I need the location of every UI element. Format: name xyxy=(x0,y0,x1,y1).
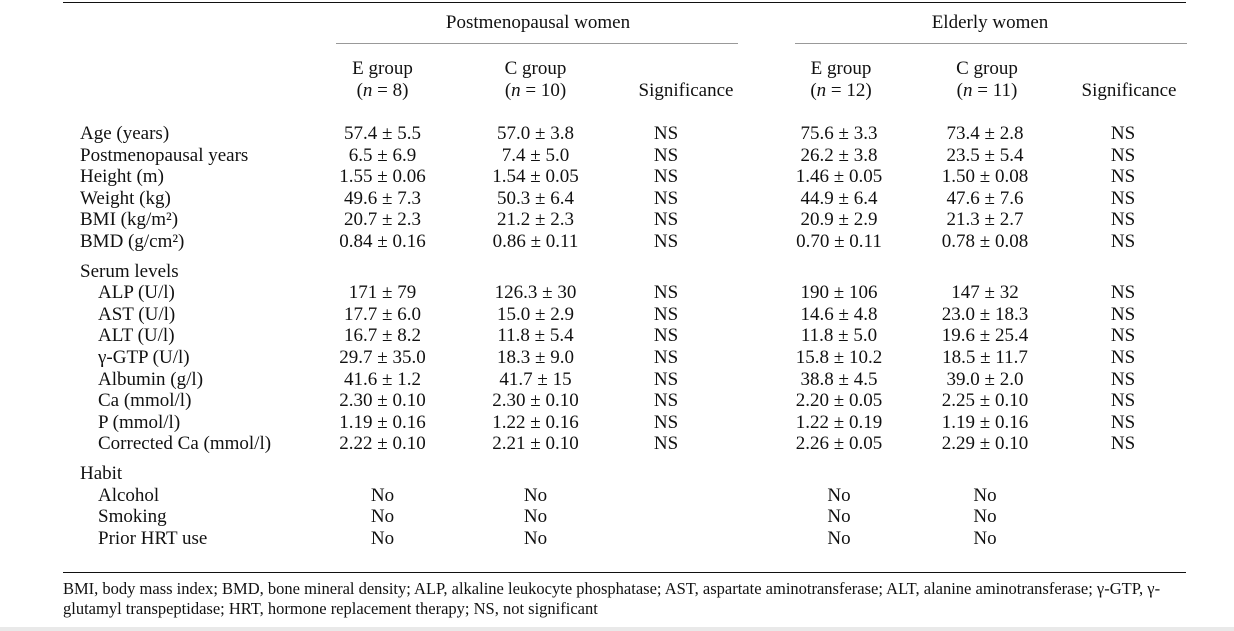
table-row xyxy=(80,209,1190,231)
row-label: Alcohol xyxy=(98,484,160,506)
cell-el-e: No xyxy=(827,484,851,506)
cell-pm-e: 20.7 ± 2.3 xyxy=(344,209,421,231)
cell-pm-e: 2.30 ± 0.10 xyxy=(339,390,426,412)
cell-el-e: No xyxy=(827,506,851,528)
cell-el-e: 14.6 ± 4.8 xyxy=(800,303,878,325)
cell-el-sig: NS xyxy=(1110,411,1136,433)
cell-pm-e: 29.7 ± 35.0 xyxy=(339,346,426,368)
cell-el-c: 2.29 ± 0.10 xyxy=(941,433,1029,455)
cell-pm-e: 171 ± 79 xyxy=(348,282,417,304)
col-header-el-e xyxy=(766,58,916,102)
cell-el-sig: NS xyxy=(1110,230,1136,252)
table-row xyxy=(80,412,1190,434)
cell-el-c: 23.0 ± 18.3 xyxy=(941,303,1029,325)
cell-el-e: 2.26 ± 0.05 xyxy=(795,433,883,455)
row-label: BMI (kg/m²) xyxy=(80,209,179,231)
cell-el-c: 47.6 ± 7.6 xyxy=(946,187,1024,209)
cell-el-c: 2.25 ± 0.10 xyxy=(941,390,1029,412)
cell-pm-e: 1.19 ± 0.16 xyxy=(339,411,426,433)
table-top-rule xyxy=(63,2,1186,3)
table-row xyxy=(80,166,1190,188)
cell-el-sig: NS xyxy=(1110,303,1136,325)
section-label-habit: Habit xyxy=(80,462,123,484)
cell-pm-c: 41.7 ± 15 xyxy=(499,368,572,390)
cell-el-c: 23.5 ± 5.4 xyxy=(946,144,1024,166)
cell-el-c: 1.19 ± 0.16 xyxy=(941,411,1029,433)
cell-pm-sig: NS xyxy=(653,209,679,231)
col-header-el-significance: Significance xyxy=(1081,80,1177,101)
cell-pm-e: No xyxy=(370,484,395,506)
table-row xyxy=(80,304,1190,326)
col-header-pm-c-name: C group xyxy=(504,58,567,79)
cell-pm-sig: NS xyxy=(653,230,679,252)
cell-pm-c: 57.0 ± 3.8 xyxy=(497,123,574,144)
cell-pm-sig: NS xyxy=(653,390,679,412)
cell-el-sig: NS xyxy=(1110,123,1136,144)
cell-el-sig: NS xyxy=(1110,325,1136,347)
cell-el-sig: NS xyxy=(1110,166,1136,188)
col-header-pm-c-n: (n = 10) xyxy=(504,80,567,101)
cell-pm-sig: NS xyxy=(653,123,679,144)
cell-pm-c: 15.0 ± 2.9 xyxy=(497,303,574,325)
cell-el-e: 38.8 ± 4.5 xyxy=(800,368,878,390)
cell-el-c: 18.5 ± 11.7 xyxy=(942,346,1028,368)
cell-el-sig: NS xyxy=(1110,209,1136,231)
cell-pm-e: 16.7 ± 8.2 xyxy=(344,325,421,347)
cell-el-c: 147 ± 32 xyxy=(951,282,1019,304)
table-row xyxy=(80,282,1190,304)
cell-pm-c: No xyxy=(523,506,548,528)
cell-el-e: 1.22 ± 0.19 xyxy=(795,411,883,433)
cell-pm-e: No xyxy=(370,527,395,549)
cell-pm-c: 2.21 ± 0.10 xyxy=(492,433,579,455)
table-bottom-rule xyxy=(63,572,1186,573)
row-label: BMD (g/cm²) xyxy=(80,230,185,252)
cell-el-e: 190 ± 106 xyxy=(800,282,878,304)
row-label: Ca (mmol/l) xyxy=(98,390,192,412)
cell-pm-e: No xyxy=(370,506,395,528)
cell-el-c: 73.4 ± 2.8 xyxy=(946,123,1024,144)
row-label: Postmenopausal years xyxy=(80,144,249,166)
section-label-serum: Serum levels xyxy=(80,260,179,282)
data-table xyxy=(80,123,1190,549)
row-label: Weight (kg) xyxy=(80,187,171,209)
cell-el-e: 75.6 ± 3.3 xyxy=(800,123,878,144)
row-label: Smoking xyxy=(98,506,167,528)
cell-pm-c: 126.3 ± 30 xyxy=(494,282,577,304)
col-header-el-c-name: C group xyxy=(956,58,1018,79)
row-label: ALT (U/l) xyxy=(98,325,175,347)
cell-el-sig: NS xyxy=(1110,144,1136,166)
col-header-pm-significance: Significance xyxy=(638,80,734,101)
cell-pm-e: 17.7 ± 6.0 xyxy=(344,303,421,325)
cell-el-sig: NS xyxy=(1110,390,1136,412)
cell-pm-sig: NS xyxy=(653,187,679,209)
cell-pm-c: 50.3 ± 6.4 xyxy=(497,187,574,209)
cell-pm-sig: NS xyxy=(653,303,679,325)
cell-el-e: No xyxy=(827,527,851,549)
group-title-elderly: Elderly women xyxy=(931,12,1049,33)
cell-el-sig: NS xyxy=(1110,187,1136,209)
cell-pm-e: 1.55 ± 0.06 xyxy=(339,166,426,188)
cell-pm-c: 0.86 ± 0.11 xyxy=(492,230,579,252)
cell-pm-e: 0.84 ± 0.16 xyxy=(339,230,426,252)
cell-el-e: 20.9 ± 2.9 xyxy=(800,209,878,231)
cell-el-c: 21.3 ± 2.7 xyxy=(946,209,1024,231)
group-underline-postmenopausal xyxy=(336,43,738,44)
cell-pm-sig: NS xyxy=(653,282,679,304)
cell-pm-c: No xyxy=(523,527,548,549)
row-label: AST (U/l) xyxy=(98,303,176,325)
row-label: γ-GTP (U/l) xyxy=(98,346,190,368)
table-row xyxy=(80,528,1190,550)
section-row-habit xyxy=(80,463,1190,485)
cell-pm-sig: NS xyxy=(653,325,679,347)
cell-el-sig: NS xyxy=(1110,346,1136,368)
table-row xyxy=(80,506,1190,528)
cell-pm-c: No xyxy=(523,484,548,506)
cell-pm-c: 7.4 ± 5.0 xyxy=(501,144,570,166)
cell-el-c: No xyxy=(973,484,997,506)
cell-el-e: 1.46 ± 0.05 xyxy=(795,166,883,188)
cell-el-c: No xyxy=(973,527,997,549)
col-header-pm-c xyxy=(459,58,612,102)
row-label: Albumin (g/l) xyxy=(98,368,204,390)
cell-pm-c: 1.54 ± 0.05 xyxy=(492,166,579,188)
cell-el-c: 0.78 ± 0.08 xyxy=(941,230,1029,252)
group-title-postmenopausal: Postmenopausal women xyxy=(445,12,631,33)
row-label: Height (m) xyxy=(80,166,164,188)
col-header-el-e-name: E group xyxy=(810,58,872,79)
cell-pm-e: 49.6 ± 7.3 xyxy=(344,187,421,209)
table-row xyxy=(80,347,1190,369)
cell-pm-sig: NS xyxy=(653,166,679,188)
col-header-pm-e-n: (n = 8) xyxy=(356,80,409,101)
col-header-pm-e-name: E group xyxy=(352,58,413,79)
table-row xyxy=(80,369,1190,391)
cell-pm-c: 11.8 ± 5.4 xyxy=(497,325,574,347)
group-underline-elderly xyxy=(795,43,1187,44)
cell-pm-e: 6.5 ± 6.9 xyxy=(348,144,417,166)
cell-pm-sig: NS xyxy=(653,346,679,368)
cell-el-sig: NS xyxy=(1110,433,1136,455)
cell-pm-sig: NS xyxy=(653,368,679,390)
section-row-serum xyxy=(80,261,1190,283)
row-label: Prior HRT use xyxy=(98,527,208,549)
cell-el-e: 44.9 ± 6.4 xyxy=(800,187,878,209)
cell-el-sig: NS xyxy=(1110,282,1136,304)
cell-el-e: 11.8 ± 5.0 xyxy=(800,325,878,347)
cell-pm-sig: NS xyxy=(653,433,679,455)
table-row xyxy=(80,390,1190,412)
table-row xyxy=(80,485,1190,507)
cell-pm-c: 18.3 ± 9.0 xyxy=(497,346,574,368)
cell-el-c: 19.6 ± 25.4 xyxy=(941,325,1029,347)
table-row xyxy=(80,123,1190,145)
table-footnote: BMI, body mass index; BMD, bone mineral density; ALP, alkaline leukocyte phosphatase; AST, aspartate aminotransferase; ALT, alanine aminotransferase; γ-GTP, γ-glutamyl transpeptidase; HRT, hormone replacement therapy; NS, not significant xyxy=(63,579,1161,618)
cell-el-sig: NS xyxy=(1110,368,1136,390)
cell-pm-e: 57.4 ± 5.5 xyxy=(344,123,421,144)
cell-el-c: 39.0 ± 2.0 xyxy=(946,368,1024,390)
cell-pm-sig: NS xyxy=(653,144,679,166)
col-header-el-c xyxy=(912,58,1062,102)
row-label: Corrected Ca (mmol/l) xyxy=(98,433,272,455)
cell-pm-c: 2.30 ± 0.10 xyxy=(492,390,579,412)
table-row xyxy=(80,433,1190,455)
table-row xyxy=(80,231,1190,253)
cell-pm-c: 21.2 ± 2.3 xyxy=(497,209,574,231)
cell-el-e: 2.20 ± 0.05 xyxy=(795,390,883,412)
row-label: P (mmol/l) xyxy=(98,411,181,433)
cell-el-c: No xyxy=(973,506,997,528)
cell-pm-e: 2.22 ± 0.10 xyxy=(339,433,426,455)
row-label: ALP (U/l) xyxy=(98,282,175,304)
cell-el-c: 1.50 ± 0.08 xyxy=(941,166,1029,188)
cell-el-e: 15.8 ± 10.2 xyxy=(795,346,883,368)
cell-pm-e: 41.6 ± 1.2 xyxy=(344,368,421,390)
cell-pm-c: 1.22 ± 0.16 xyxy=(492,411,579,433)
cell-pm-sig: NS xyxy=(653,411,679,433)
col-header-pm-e xyxy=(306,58,459,102)
page-bottom-edge xyxy=(0,627,1234,631)
cell-el-e: 26.2 ± 3.8 xyxy=(800,144,878,166)
table-row xyxy=(80,145,1190,167)
table-row xyxy=(80,188,1190,210)
row-label: Age (years) xyxy=(80,123,170,144)
cell-el-e: 0.70 ± 0.11 xyxy=(796,230,882,252)
col-header-el-e-n: (n = 12) xyxy=(810,80,872,101)
col-header-el-c-n: (n = 11) xyxy=(956,80,1018,101)
table-row xyxy=(80,325,1190,347)
